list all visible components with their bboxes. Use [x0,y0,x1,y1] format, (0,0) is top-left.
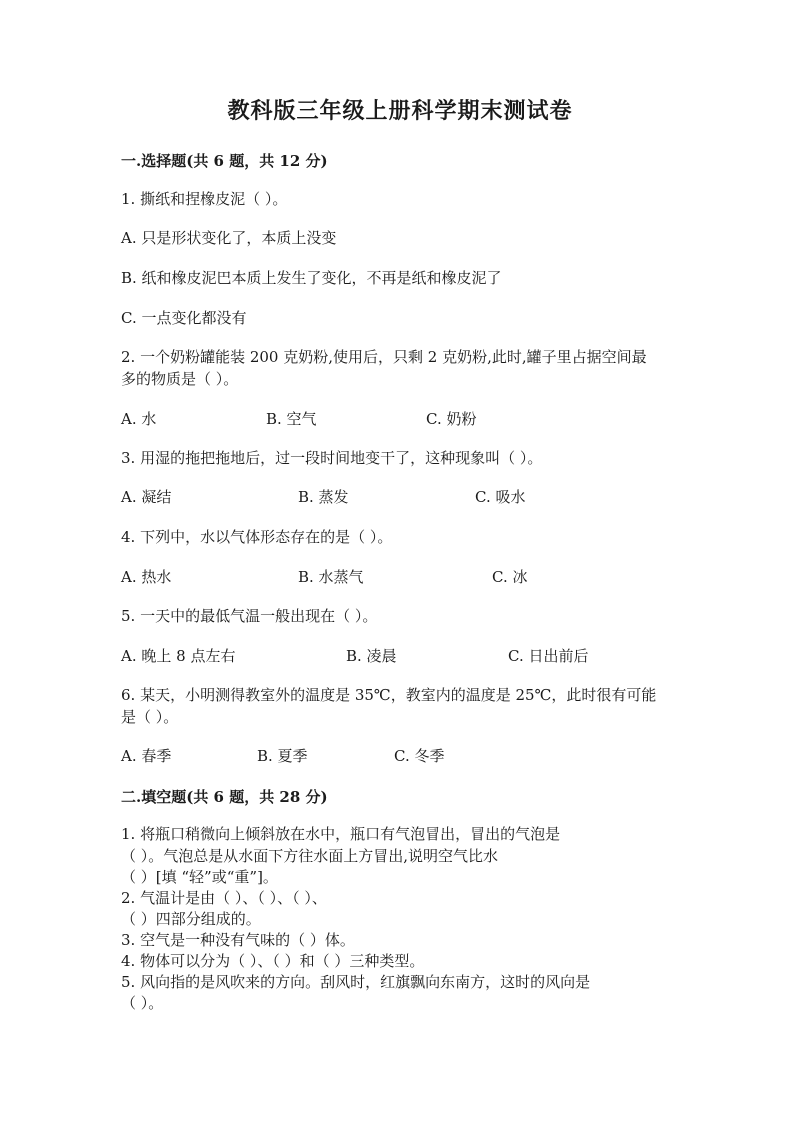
question-4-option-a: A. 热水 [121,568,172,586]
question-4-option-b: B. 水蒸气 [298,568,364,586]
section-heading-fill-blank: 二.填空题(共 6 题，共 28 分) [121,788,328,806]
question-1-option-b: B. 纸和橡皮泥巴本质上发生了变化，不再是纸和橡皮泥了 [121,269,502,287]
question-2-stem-line1: 2. 一个奶粉罐能装 200 克奶粉,使用后，只剩 2 克奶粉,此时,罐子里占据空间最 [121,348,647,366]
question-4-stem: 4. 下列中，水以气体形态存在的是（ ）。 [121,528,393,546]
section-heading-choice: 一.选择题(共 6 题，共 12 分) [121,152,328,170]
question-5-stem: 5. 一天中的最低气温一般出现在（ ）。 [121,607,378,625]
page-title: 教科版三年级上册科学期末测试卷 [227,98,573,124]
fill-line: 2. 气温计是由（ ）、（ ）、（ ）、 [121,889,327,907]
question-6-option-a: A. 春季 [121,747,172,765]
question-2-option-a: A. 水 [121,410,157,428]
question-2-option-c: C. 奶粉 [426,410,477,428]
question-3-option-c: C. 吸水 [475,488,526,506]
question-6-option-b: B. 夏季 [257,747,308,765]
question-2-stem-line2: 多的物质是（ ）。 [121,370,239,388]
question-3-option-b: B. 蒸发 [298,488,349,506]
question-3-stem: 3. 用湿的拖把拖地后，过一段时间地变干了，这种现象叫（ ）。 [121,449,543,467]
question-5-option-b: B. 凌晨 [346,647,397,665]
fill-line: （ ）[填 “轻”或“重”]。 [121,868,278,886]
fill-line: （ ）。 [121,994,164,1012]
question-1-option-a: A. 只是形状变化了，本质上没变 [121,229,337,247]
question-1-stem: 1. 撕纸和捏橡皮泥（ ）。 [121,190,288,208]
question-5-option-a: A. 晚上 8 点左右 [121,647,236,665]
fill-line: （ ）四部分组成的。 [121,910,261,928]
question-6-option-c: C. 冬季 [394,747,445,765]
question-5-option-c: C. 日出前后 [508,647,589,665]
question-4-option-c: C. 冰 [492,568,528,586]
fill-line: 1. 将瓶口稍微向上倾斜放在水中，瓶口有气泡冒出，冒出的气泡是 [121,825,561,843]
question-3-option-a: A. 凝结 [121,488,172,506]
fill-line: 3. 空气是一种没有气味的（ ）体。 [121,931,355,949]
fill-line: （ ）。气泡总是从水面下方往水面上方冒出,说明空气比水 [121,847,499,865]
fill-line: 4. 物体可以分为（ ）、（ ）和（ ）三种类型。 [121,952,425,970]
question-2-option-b: B. 空气 [266,410,317,428]
question-6-stem-line2: 是（ ）。 [121,708,179,726]
question-1-option-c: C. 一点变化都没有 [121,309,247,327]
fill-line: 5. 风向指的是风吹来的方向。刮风时，红旗飘向东南方，这时的风向是 [121,973,591,991]
question-6-stem-line1: 6. 某天，小明测得教室外的温度是 35℃，教室内的温度是 25℃，此时很有可能 [121,686,657,704]
